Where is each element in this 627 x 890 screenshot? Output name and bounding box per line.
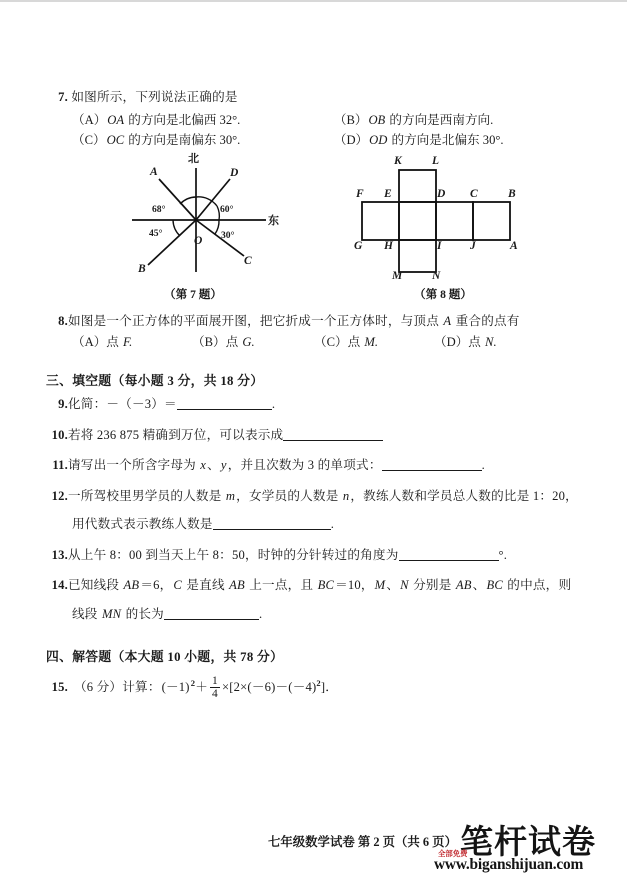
figure-7-caption: （第 7 题） — [164, 288, 222, 302]
q8-option-b-text: 点 — [225, 334, 242, 349]
question-10-answer-blank[interactable] — [283, 428, 383, 441]
net-vertex-d: D — [437, 188, 446, 201]
q8-option-a-italic: F. — [123, 334, 133, 349]
question-9-number: 9. — [58, 397, 68, 412]
question-10-text: 若将 236 875 精确到万位，可以表示成 — [68, 427, 284, 442]
question-9 — [46, 395, 586, 415]
q14-t3: 上一点，且 — [245, 578, 317, 593]
question-10-number: 10. — [51, 427, 68, 442]
question-13-tail: °. — [498, 547, 508, 562]
q8-option-b-key: （B） — [192, 334, 226, 349]
compass-angle-60: 60° — [220, 204, 234, 216]
question-7-option-c[interactable] — [72, 130, 334, 150]
compass-angle-68: 68° — [152, 204, 166, 216]
question-15 — [46, 675, 586, 700]
question-7-number: 7. — [58, 90, 68, 104]
question-7-option-d[interactable] — [334, 130, 586, 150]
option-c-key: （C） — [72, 132, 106, 147]
question-9-answer-blank[interactable] — [177, 397, 272, 410]
question-12-pre: 一所驾校里男学员的人数是 — [68, 488, 225, 503]
question-13-answer-blank[interactable] — [399, 548, 499, 561]
question-7-option-b[interactable] — [334, 110, 586, 130]
option-a-key: （A） — [72, 112, 107, 127]
watermark-url: www.biganshijuan.com — [434, 856, 584, 873]
figure-7-compass-diagram — [118, 153, 308, 282]
q14-point-m: M — [374, 578, 386, 593]
compass-point-b-label: B — [138, 263, 146, 276]
question-12-line2-text: 用代数式表示教练人数是 — [72, 517, 213, 532]
question-8-option-a[interactable] — [72, 332, 192, 352]
question-8-option-d[interactable] — [434, 332, 498, 352]
question-8-option-b[interactable] — [192, 332, 314, 352]
question-8-number: 8. — [58, 314, 68, 329]
q14-seg-ab-2: AB — [229, 578, 245, 593]
q8-option-c-text: 点 — [347, 334, 364, 349]
question-11-tail: . — [481, 458, 485, 473]
q14-line2-post: 的长为 — [122, 606, 164, 621]
question-12-line-2 — [46, 515, 586, 535]
net-vertex-l: L — [432, 155, 440, 168]
footer-page-label: 七年级数学试卷 第 2 页（共 6 页） — [268, 835, 457, 849]
question-15-plus: ＋ — [195, 680, 208, 695]
net-vertex-b: B — [508, 188, 516, 201]
question-14-line-1 — [46, 576, 586, 596]
question-8-options-row — [46, 332, 586, 352]
q8-option-a-text: 点 — [106, 334, 123, 349]
option-a-italic: OA — [107, 112, 125, 127]
q14-t4: ＝10， — [335, 578, 374, 593]
compass-east-label: 东 — [268, 215, 279, 228]
net-vertex-f: F — [356, 188, 364, 201]
q14-t7: 、 — [472, 578, 486, 593]
compass-svg — [118, 160, 308, 282]
question-14-answer-blank[interactable] — [164, 607, 259, 620]
question-13-text: 从上午 8：00 到当天上午 8：50，时钟的分针转过的角度为 — [68, 547, 399, 562]
q14-seg-ab-3: AB — [455, 578, 472, 593]
question-9-text: 化简：－（－3）＝ — [68, 397, 177, 412]
question-7-options-row-2 — [46, 130, 586, 150]
q14-t5: 、 — [386, 578, 400, 593]
compass-angle-45: 45° — [149, 228, 163, 240]
question-14-tail: . — [258, 606, 263, 621]
question-12-var-m: m — [225, 488, 236, 503]
compass-angle-30: 30° — [221, 230, 235, 242]
question-12-tail: . — [330, 517, 335, 532]
q8-option-c-key: （C） — [314, 334, 348, 349]
question-12-number: 12. — [51, 488, 68, 503]
q8-option-d-italic: N. — [485, 334, 497, 349]
question-14-number: 14. — [51, 578, 68, 593]
question-12-var-n: n — [342, 488, 350, 503]
net-vertex-c: C — [470, 188, 478, 201]
page-content — [46, 88, 586, 700]
question-15-expr-b: ×[2×(－6)－(－4) — [221, 680, 317, 695]
question-15-prefix: （6 分）计算： — [74, 680, 161, 695]
question-12-post: ，教练人数和学员总人数的比是 1：20， — [350, 488, 578, 503]
question-15-expr-c: ]． — [320, 680, 339, 695]
section-four-heading: 四、解答题（本大题 10 小题，共 78 分） — [46, 650, 284, 665]
site-watermark — [432, 816, 622, 880]
question-10 — [46, 426, 586, 446]
option-b-italic: OB — [368, 112, 386, 127]
question-13-number: 13. — [51, 547, 68, 562]
q14-seg-mn: MN — [101, 606, 122, 621]
q14-point-n: N — [400, 578, 409, 593]
net-vertex-h: H — [384, 240, 393, 253]
question-9-tail: . — [271, 397, 276, 412]
question-8-option-c[interactable] — [314, 332, 434, 352]
question-8-stem — [46, 312, 586, 332]
compass-point-c-label: C — [244, 255, 252, 268]
net-vertex-g: G — [354, 240, 363, 253]
option-d-italic: OD — [369, 132, 388, 147]
q14-pre: 已知线段 — [68, 578, 123, 593]
question-7-options-row-1 — [46, 110, 586, 130]
net-vertex-m: M — [392, 270, 403, 283]
option-c-italic: OC — [106, 132, 125, 147]
compass-point-a-label: A — [150, 166, 158, 179]
question-11-mid1: 、 — [207, 458, 220, 473]
question-11-answer-blank[interactable] — [382, 458, 482, 471]
question-15-exp-a: 2 — [190, 678, 196, 689]
net-vertex-e: E — [384, 188, 392, 201]
question-13 — [46, 546, 586, 566]
option-a-text: 的方向是北偏西 32°. — [125, 112, 241, 127]
q14-t8: 的中点，则 — [503, 578, 572, 593]
question-14-line-2 — [46, 605, 586, 625]
q8-option-d-key: （D） — [434, 334, 469, 349]
question-15-number: 15. — [51, 680, 68, 695]
watermark-free-tag: 全部免费 — [438, 849, 468, 858]
q8-option-d-text: 点 — [468, 334, 485, 349]
fraction-denominator: 4 — [211, 688, 218, 701]
page-footer — [0, 810, 627, 890]
option-c-text: 的方向是南偏东 30°. — [125, 132, 241, 147]
question-15-exp-b: 2 — [316, 678, 321, 689]
option-d-text: 的方向是北偏东 30°. — [388, 132, 504, 147]
compass-point-d-label: D — [230, 167, 239, 180]
q14-seg-bc-2: BC — [486, 578, 503, 593]
figure-8-cube-net-diagram — [346, 155, 546, 283]
q14-t2: 是直线 — [183, 578, 229, 593]
q14-seg-ab-1: AB — [123, 578, 140, 593]
question-15-expr-a: (－1) — [161, 680, 190, 695]
net-vertex-a: A — [510, 240, 518, 253]
question-8-stem-part2: 重合的点有 — [452, 314, 520, 329]
question-15-fraction — [210, 675, 220, 700]
net-vertex-n: N — [432, 270, 441, 283]
question-7-stem-text: 如图所示，下列说法正确的是 — [71, 90, 238, 104]
question-7-option-a[interactable] — [72, 110, 334, 130]
question-11-number: 11. — [52, 458, 68, 473]
section-three-heading: 三、填空题（每小题 3 分，共 18 分） — [46, 374, 264, 389]
compass-origin-label: O — [194, 235, 203, 248]
question-8-stem-italic: A — [443, 314, 452, 329]
question-7-stem — [46, 88, 586, 108]
net-vertex-k: K — [394, 155, 402, 168]
option-b-key: （B） — [333, 112, 368, 127]
q8-option-c-italic: M. — [364, 334, 378, 349]
figures-row — [46, 153, 586, 308]
option-b-text: 的方向是西南方向. — [386, 112, 494, 127]
q14-t1: ＝6， — [140, 578, 173, 593]
watermark-brand: 笔杆试卷 — [460, 823, 596, 860]
q14-seg-bc-1: BC — [317, 578, 335, 593]
q8-option-b-italic: G. — [242, 334, 255, 349]
question-12-line-1 — [46, 487, 586, 507]
question-11-var-x: x — [200, 458, 207, 473]
q14-point-c: C — [173, 578, 183, 593]
q8-option-a-key: （A） — [72, 334, 107, 349]
cube-net-svg — [346, 162, 546, 282]
net-vertex-i: I — [437, 240, 442, 253]
question-11 — [46, 456, 586, 476]
question-11-pre: 请写出一个所含字母为 — [68, 458, 200, 473]
q14-t6: 分别是 — [409, 578, 455, 593]
question-12-answer-blank[interactable] — [213, 517, 331, 530]
q14-line2-pre: 线段 — [72, 606, 101, 621]
question-11-var-y: y — [220, 458, 227, 473]
question-11-mid2: ，并且次数为 3 的单项式： — [227, 458, 382, 473]
fraction-numerator: 1 — [211, 675, 218, 688]
figure-8-caption: （第 8 题） — [414, 288, 472, 302]
question-12-mid: ，女学员的人数是 — [236, 488, 342, 503]
compass-north-label: 北 — [188, 153, 199, 166]
option-d-key: （D） — [333, 132, 369, 147]
net-vertex-j: J — [470, 240, 476, 253]
question-8-stem-part1: 如图是一个正方体的平面展开图，把它折成一个正方体时，与顶点 — [68, 314, 443, 329]
